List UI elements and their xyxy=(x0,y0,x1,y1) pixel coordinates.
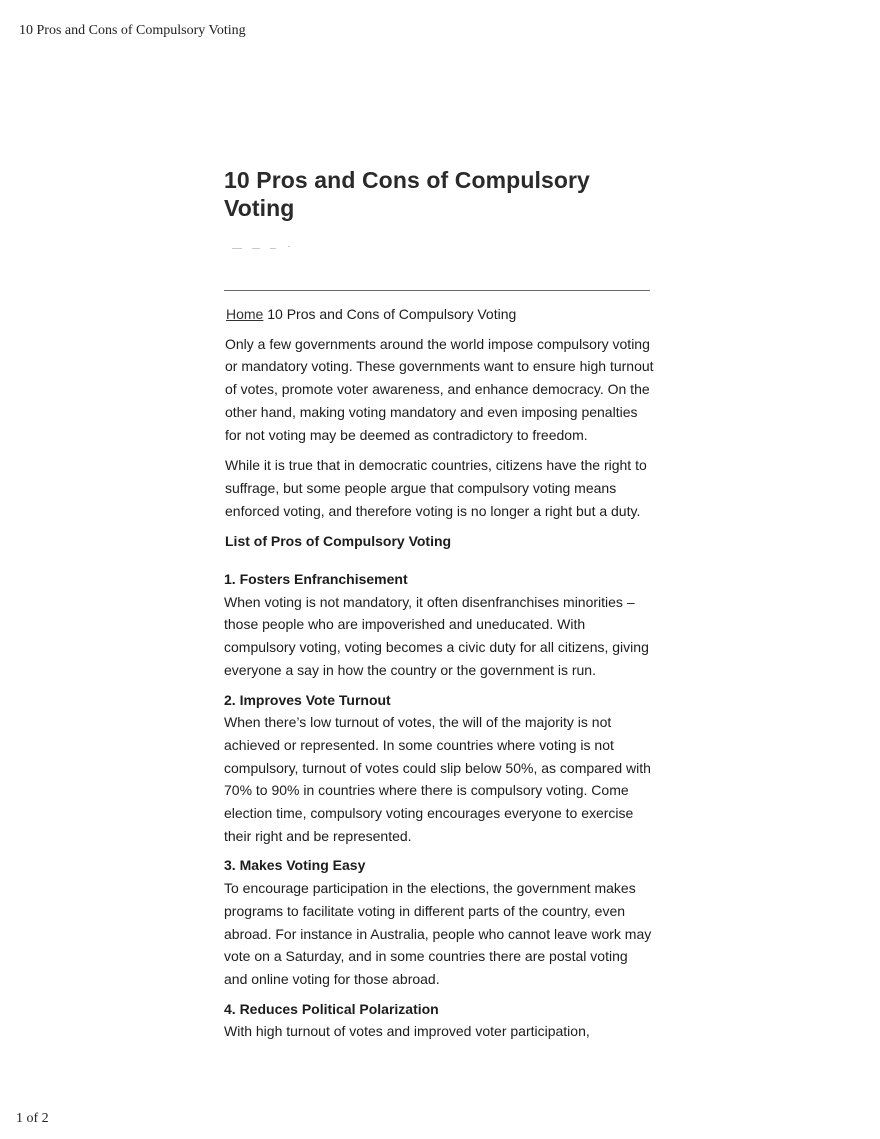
pro-item-title: 2. Improves Vote Turnout xyxy=(224,691,391,708)
pro-item-text: With high turnout of votes and improved voter participation, xyxy=(224,1023,590,1040)
pro-item-title: 1. Fosters Enfranchisement xyxy=(224,571,408,588)
article xyxy=(224,166,654,1040)
intro-paragraph-1: Only a few governments around the world impose compulsory voting or mandatory voting. These governments want to ensure high turnout of votes, promote voter awareness, and enhance democracy. On the other hand, making voting mandatory and even imposing penalties for not voting may be deemed as contradictory to freedom. xyxy=(225,335,654,443)
intro-paragraph-2: While it is true that in democratic countries, citizens have the right to suffrage, but some people argue that compulsory voting means enforced voting, and therefore voting is no longer a right but a duty. xyxy=(225,457,647,519)
print-header-title: 10 Pros and Cons of Compulsory Voting xyxy=(19,23,246,38)
pro-item-2 xyxy=(224,689,654,848)
pro-item-title: 3. Makes Voting Easy xyxy=(224,857,366,874)
title-divider xyxy=(224,290,650,291)
breadcrumb-home-link[interactable]: Home xyxy=(226,306,264,322)
pro-item-text: When there’s low turnout of votes, the will of the majority is not achieved or represented. In some countries where voting is not compulsory, turnout of votes could slip below 50%, as compared with 70% to 90% in countries where there is compulsory voting. Come election time, compulsory voting encourages everyone to exercise their right and be represented. xyxy=(224,714,651,844)
pros-section-heading: List of Pros of Compulsory Voting xyxy=(225,533,452,550)
pro-item-text: To encourage participation in the elections, the government makes programs to facilitate voting in different parts of the country, even abroad. For instance in Australia, people who cannot leave work may vote on a Saturday, and in some countries there are postal voting and online voting for those abroad. xyxy=(224,880,652,987)
article-title: 10 Pros and Cons of Compulsory Voting xyxy=(224,167,590,221)
faint-share-marks xyxy=(230,248,300,288)
page-number: 1 of 2 xyxy=(16,1111,49,1126)
article-body xyxy=(224,303,654,1050)
pro-item-title: 4. Reduces Political Polarization xyxy=(224,1000,439,1017)
pro-item-3 xyxy=(224,854,654,990)
breadcrumb-current: 10 Pros and Cons of Compulsory Voting xyxy=(267,306,517,322)
breadcrumb xyxy=(226,303,654,326)
pro-item-text: When voting is not mandatory, it often disenfranchises minorities – those people who are impoverished and uneducated. With compulsory voting, voting becomes a civic duty for all citizens, giving everyone a say in how the country or the government is run. xyxy=(224,593,649,678)
pro-item-4 xyxy=(224,998,654,1043)
pro-item-1 xyxy=(224,568,654,682)
